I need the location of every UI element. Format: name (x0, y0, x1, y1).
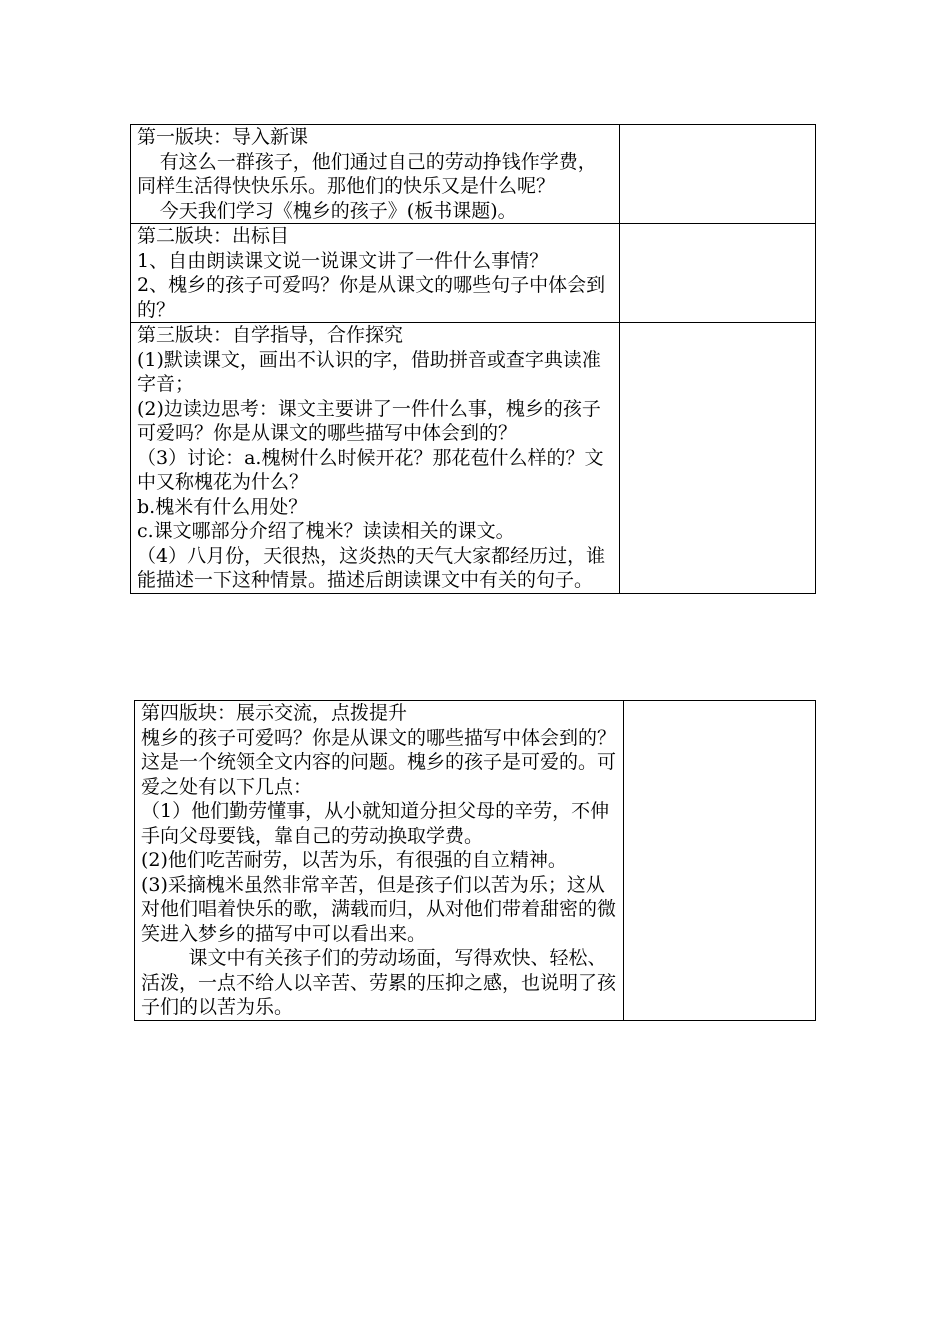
section-4-item: 槐乡的孩子可爱吗？你是从课文的哪些描写中体会到的？ (141, 726, 617, 749)
section-4-cell (135, 701, 624, 1021)
notes-cell (620, 125, 816, 224)
section-1-paragraph: 有这么一群孩子，他们通过自己的劳动挣钱作学费，同样生活得快快乐乐。那他们的快乐又是什么呢？ (137, 150, 597, 197)
section-2-item: 2、槐乡的孩子可爱吗？你是从课文的哪些句子中体会到的？ (137, 274, 606, 321)
section-3-item: b.槐米有什么用处？ (137, 495, 308, 518)
section-2-cell (131, 224, 620, 323)
section-4-paragraph: 课文中有关孩子们的劳动场面，写得欢快、轻松、活泼，一点不给人以辛苦、劳累的压抑之感，也说明了孩子们的以苦为乐。 (141, 947, 617, 1018)
section-2-item: 1、自由朗读课文说一说课文讲了一件什么事情？ (137, 249, 549, 272)
section-3-item: (1)默读课文，画出不认识的字，借助拼音或查字典读准字音； (137, 348, 601, 395)
section-4-item: （1）他们勤劳懂事，从小就知道分担父母的辛劳，不伸手向父母要钱，靠自己的劳动换取学费。 (141, 800, 610, 847)
section-1-heading: 第一版块：导入新课 (137, 126, 309, 148)
lesson-plan-table-1 (130, 124, 816, 594)
section-4-item: (3)采摘槐米虽然非常辛苦，但是孩子们以苦为乐；这从对他们唱着快乐的歌，满载而归，从对他们带着甜密的微笑进入梦乡的描写中可以看出来。 (141, 873, 617, 945)
section-4-item: 这是一个统领全文内容的问题。槐乡的孩子是可爱的。可爱之处有以下几点： (141, 751, 617, 798)
section-3-item: （4）八月份，天很热，这炎热的天气大家都经历过，谁能描述一下这种情景。描述后朗读课文中有关的句子。 (137, 544, 606, 591)
table-row (131, 125, 816, 224)
section-4-heading: 第四版块：展示交流，点拨提升 (141, 702, 408, 724)
notes-cell (624, 701, 816, 1021)
section-3-item: （3）讨论：a.槐树什么时候开花？那花苞什么样的？文中又称槐花为什么？ (137, 446, 604, 493)
notes-cell (620, 224, 816, 323)
table-row (135, 701, 816, 1021)
section-4-item: (2)他们吃苦耐劳，以苦为乐，有很强的自立精神。 (141, 849, 567, 871)
notes-cell (620, 323, 816, 594)
section-2-heading: 第二版块：出标目 (137, 225, 290, 247)
lesson-plan-table-2 (134, 700, 816, 1021)
section-3-heading: 第三版块：自学指导，合作探究 (137, 324, 404, 346)
table-row (131, 224, 816, 323)
section-3-cell (131, 323, 620, 594)
section-3-item: c.课文哪部分介绍了槐米？读读相关的课文。 (137, 520, 515, 542)
section-1-paragraph: 今天我们学习《槐乡的孩子》(板书课题)。 (159, 199, 517, 222)
section-3-item: (2)边读边思考：课文主要讲了一件什么事，槐乡的孩子可爱吗？你是从课文的哪些描写中体会到的？ (137, 397, 601, 444)
table-row (131, 323, 816, 594)
section-1-cell (131, 125, 620, 224)
